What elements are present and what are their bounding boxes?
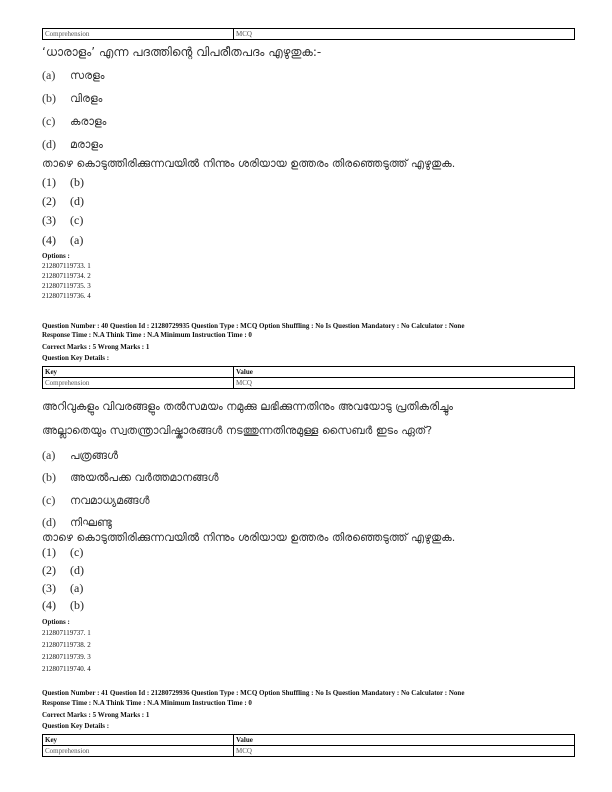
- key-cell: Comprehension: [43, 378, 234, 389]
- question-meta: Question Number : 40 Question Id : 21280729935 Question Type : MCQ Option Shuffling : No Is Question Mandatory : No Calculator : None: [42, 322, 465, 330]
- question-key-table: [42, 366, 575, 389]
- question-key-table: [42, 28, 575, 40]
- option-a: (a) പത്രങ്ങൾ: [42, 448, 119, 462]
- option-id: 212807119736. 4: [42, 292, 91, 300]
- option-id: 212807119740. 4: [42, 665, 91, 673]
- option-id: 212807119738. 2: [42, 641, 91, 649]
- option-id: 212807119734. 2: [42, 272, 91, 280]
- option-d: (d) മരാളം: [42, 137, 103, 151]
- option-id: 212807119739. 3: [42, 653, 91, 661]
- question-meta: Question Number : 41 Question Id : 21280729936 Question Type : MCQ Option Shuffling : No Is Question Mandatory : No Calculator : None: [42, 689, 465, 697]
- option-b: (b) വിരളം: [42, 91, 103, 105]
- key-header: Key: [43, 367, 234, 378]
- options-heading: Options :: [42, 618, 70, 626]
- question-text-line2: അല്ലാതെയും സ്വതന്ത്രാവിഷ്കാരങ്ങൾ നടത്തുന്നതിനുമുള്ള സൈബർ ഇടം ഏത്?: [42, 424, 433, 437]
- value-header: Value: [234, 735, 575, 746]
- choice-2: (2) (d): [42, 563, 84, 577]
- option-id: 212807119737. 1: [42, 629, 91, 637]
- question-text: ‘ധാരാളം’ എന്ന പദത്തിന്റെ വിപരീതപദം എഴുതുക:-: [42, 45, 322, 59]
- question-meta-timing: Response Time : N.A Think Time : N.A Minimum Instruction Time : 0: [42, 699, 252, 707]
- option-id: 212807119735. 3: [42, 282, 91, 290]
- choice-4: (4) (b): [42, 598, 84, 612]
- key-header: Key: [43, 735, 234, 746]
- option-c: (c) കരാളം: [42, 114, 107, 128]
- key-cell: Comprehension: [43, 746, 234, 757]
- key-details-heading: Question Key Details :: [42, 354, 110, 362]
- choice-3: (3) (a): [42, 581, 84, 595]
- marks-text: Correct Marks : 5 Wrong Marks : 1: [42, 343, 150, 351]
- instruction-text: താഴെ കൊടുത്തിരിക്കുന്നവയിൽ നിന്നും ശരിയായ ഉത്തരം തിരഞ്ഞെടുത്ത് എഴുതുക.: [42, 531, 456, 544]
- key-details-heading: Question Key Details :: [42, 722, 110, 730]
- choice-2: (2) (d): [42, 194, 84, 208]
- question-meta-timing: Response Time : N.A Think Time : N.A Minimum Instruction Time : 0: [42, 331, 252, 339]
- option-d: (d) നിഘണ്ടു: [42, 515, 112, 529]
- value-cell: MCQ: [234, 746, 575, 757]
- choice-4: (4) (a): [42, 233, 84, 247]
- question-key-table: [42, 734, 575, 757]
- value-cell: MCQ: [234, 29, 575, 40]
- option-c: (c) നവമാധ്യമങ്ങൾ: [42, 493, 150, 507]
- choice-1: (1) (c): [42, 545, 84, 559]
- choice-1: (1) (b): [42, 175, 84, 189]
- option-b: (b) അയൽപക്ക വർത്തമാനങ്ങൾ: [42, 470, 219, 484]
- key-cell: Comprehension: [43, 29, 234, 40]
- option-a: (a) സരളം: [42, 68, 105, 82]
- value-cell: MCQ: [234, 378, 575, 389]
- choice-3: (3) (c): [42, 213, 84, 227]
- question-text-line1: അറിവുകളും വിവരങ്ങളും തൽസമയം നമുക്കു ലഭിക്കുന്നതിനും അവയോടു പ്രതികരിച്ചും: [42, 400, 453, 413]
- marks-text: Correct Marks : 5 Wrong Marks : 1: [42, 711, 150, 719]
- option-id: 212807119733. 1: [42, 262, 91, 270]
- value-header: Value: [234, 367, 575, 378]
- instruction-text: താഴെ കൊടുത്തിരിക്കുന്നവയിൽ നിന്നും ശരിയായ ഉത്തരം തിരഞ്ഞെടുത്ത് എഴുതുക.: [42, 157, 456, 170]
- options-heading: Options :: [42, 252, 70, 260]
